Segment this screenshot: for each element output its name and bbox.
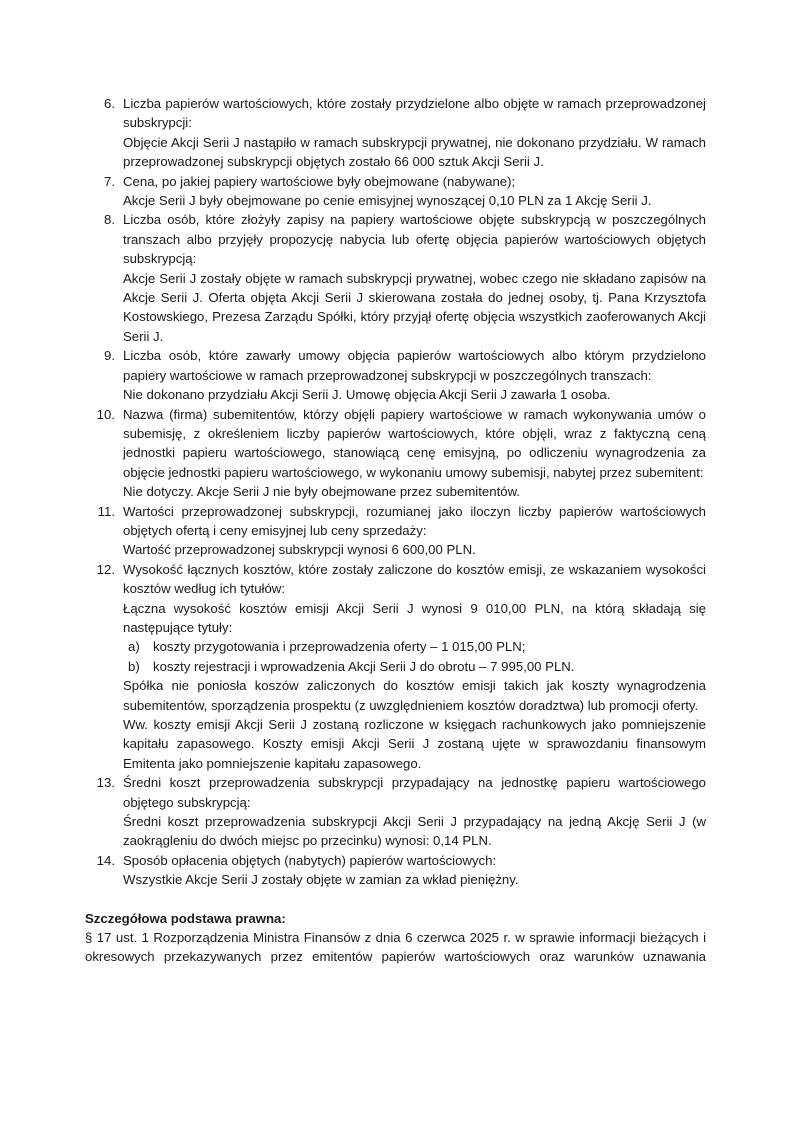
item-answer: Nie dokonano przydziału Akcji Serii J. Umowę objęcia Akcji Serii J zawarła 1 osoba. — [123, 387, 611, 403]
subitem-text: koszty rejestracji i wprowadzenia Akcji Serii J do obrotu – 7 995,00 PLN. — [153, 658, 575, 674]
list-item-11 — [85, 502, 706, 560]
list-item-8 — [85, 210, 706, 346]
list-item-14 — [85, 851, 706, 890]
subitem-text: koszty przygotowania i przeprowadzenia oferty – 1 015,00 PLN; — [153, 639, 526, 655]
item-question: Nazwa (firma) subemitentów, którzy objęli papiery wartościowe w ramach wykonywania umów o subemisję, z określeniem liczby papierów wartościowych, które objęli, wraz z faktyczną ceną jednostki papieru wartościowego, stanowiącą cenę emisyjną, po odliczeniu wynagrodzenia za objęcie jednostki papieru wartościowego, w wykonaniu umowy subemisji, nabytej przez subemitent: — [123, 406, 706, 480]
item-question: Cena, po jakiej papiery wartościowe były obejmowane (nabywane); — [123, 173, 516, 189]
item-question: Wysokość łącznych kosztów, które zostały zaliczone do kosztów emisji, ze wskazaniem wysokości kosztów według ich tytułów: — [123, 561, 706, 597]
item-number: 11. — [97, 503, 115, 519]
list-item-12 — [85, 560, 706, 773]
item-number: 14. — [96, 852, 115, 868]
list-item-6 — [85, 94, 706, 172]
item-number: 7. — [104, 173, 115, 189]
item-answer: Spółka nie poniosła koszów zaliczonych do kosztów emisji takich jak koszty wynagrodzenia subemitentów, sporządzenia prospektu (z uwzględnieniem kosztów doradztwa) lub promocji oferty. — [123, 678, 706, 713]
item-answer: Wartość przeprowadzonej subskrypcji wynosi 6 600,00 PLN. — [123, 542, 476, 558]
item-number: 6. — [104, 96, 115, 111]
list-item-7 — [85, 172, 706, 211]
spacer — [85, 890, 706, 909]
item-number: 12. — [96, 561, 115, 577]
subitem-label: a) — [128, 639, 140, 655]
legal-basis-text: § 17 ust. 1 Rozporządzenia Ministra Finansów z dnia 6 czerwca 2025 r. w sprawie informacji bieżących i okresowych przekazywanych przez emitentów papierów wartościowych oraz warunków uznawania — [85, 930, 706, 965]
item-answer: Średni koszt przeprowadzenia subskrypcji Akcji Serii J przypadający na jedną Akcję Serii J (w zaokrągleniu do dwóch miejsc po przecinku) wynosi: 0,14 PLN. — [123, 814, 706, 849]
item-answer: Nie dotyczy. Akcje Serii J nie były obejmowane przez subemitentów. — [123, 484, 521, 500]
item-question: Liczba papierów wartościowych, które zostały przydzielone albo objęte w ramach przeprowadzonej subskrypcji: — [123, 96, 706, 131]
disclosure-list — [85, 94, 706, 890]
item-question: Wartości przeprowadzonej subskrypcji, rozumianej jako iloczyn liczby papierów wartościowych objętych ofertą i ceny emisyjnej lub ceny sprzedaży: — [123, 503, 706, 538]
cost-breakdown-list — [123, 637, 706, 676]
item-answer: Wszystkie Akcje Serii J zostały objęte w zamian za wkład pieniężny. — [123, 872, 519, 888]
item-number: 8. — [104, 212, 115, 228]
list-item-10 — [85, 405, 706, 502]
item-question: Średni koszt przeprowadzenia subskrypcji przypadający na jednostkę papieru wartościowego objętego subskrypcją: — [123, 775, 706, 810]
item-number: 13. — [96, 775, 115, 791]
cost-item-b — [123, 657, 706, 676]
item-intro: Łączna wysokość kosztów emisji Akcji Serii J wynosi 9 010,00 PLN, na którą składają się następujące tytuły: — [123, 600, 706, 635]
item-answer: Akcje Serii J były obejmowane po cenie emisyjnej wynoszącej 0,10 PLN za 1 Akcję Serii J. — [123, 193, 652, 209]
list-item-9 — [85, 346, 706, 404]
item-number: 9. — [104, 348, 115, 364]
item-question: Liczba osób, które zawarły umowy objęcia papierów wartościowych albo którym przydzielono papiery wartościowe w ramach przeprowadzonej subskrypcji w poszczególnych transzach: — [123, 348, 706, 383]
document-page — [85, 94, 706, 967]
list-item-13 — [85, 773, 706, 851]
item-answer: Objęcie Akcji Serii J nastąpiło w ramach subskrypcji prywatnej, nie dokonano przydziału. W ramach przeprowadzonej subskrypcji objętych zostało 66 000 sztuk Akcji Serii J. — [123, 134, 706, 170]
legal-basis-heading: Szczegółowa podstawa prawna: — [85, 910, 286, 926]
item-question: Liczba osób, które złożyły zapisy na papiery wartościowe objęte subskrypcją w poszczególnych transzach albo przyjęły propozycję nabycia lub ofertę objęcia papierów wartościowych objętych subskrypcją: — [123, 212, 706, 267]
item-number: 10. — [96, 406, 115, 422]
item-question: Sposób opłacenia objętych (nabytych) papierów wartościowych: — [123, 852, 497, 868]
cost-item-a — [123, 637, 706, 656]
item-answer: Akcje Serii J zostały objęte w ramach subskrypcji prywatnej, wobec czego nie składano zapisów na Akcje Serii J. Oferta objęta Akcji Serii J skierowana została do jednej osoby, tj. Pana Krzysztofa Kostowskiego, Prezesa Zarządu Spółki, który przyjął ofertę objęcia wszystkich zaoferowanych Akcji Serii J. — [123, 270, 706, 344]
subitem-label: b) — [128, 658, 140, 674]
item-answer: Ww. koszty emisji Akcji Serii J zostaną rozliczone w księgach rachunkowych jako pomniejszenie kapitału zapasowego. Koszty emisji Akcji Serii J zostaną ujęte w sprawozdaniu finansowym Emitenta jako pomniejszenie kapitału zapasowego. — [123, 717, 706, 771]
